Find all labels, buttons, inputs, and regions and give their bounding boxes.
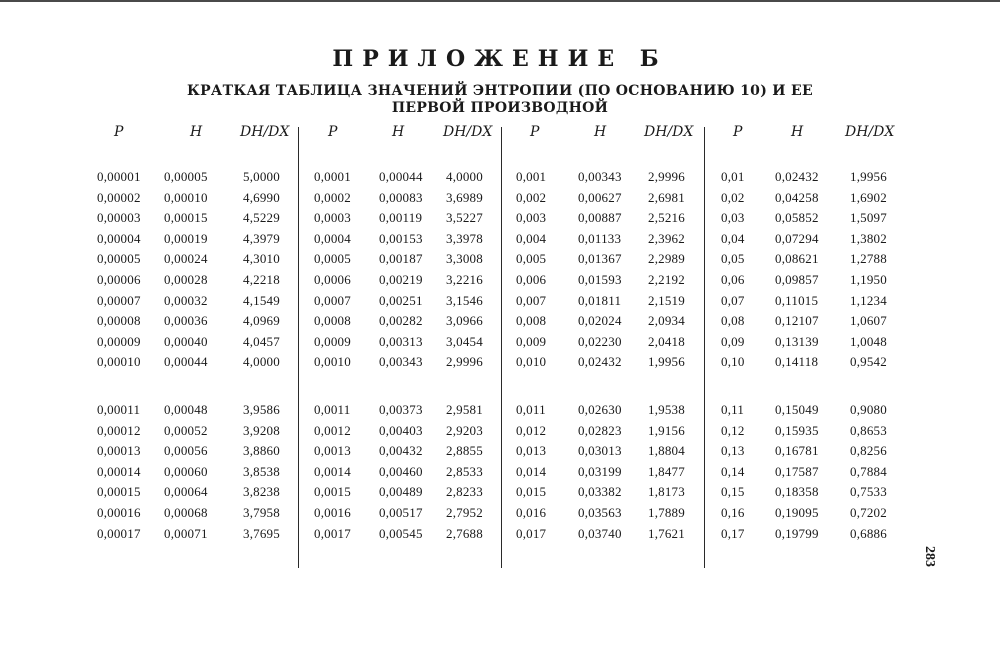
table-cell-h: 0,02230 [578, 333, 622, 349]
table-cell-h: 0,04258 [775, 189, 819, 205]
column-header-p-4: P [733, 124, 743, 140]
table-cell-h: 0,00040 [164, 333, 208, 349]
table-cell-d: 4,5229 [243, 210, 280, 226]
table-cell-p: 0,11 [721, 402, 745, 417]
table-cell-d: 0,8256 [850, 443, 887, 459]
table-cell-p: 0,00007 [97, 292, 141, 308]
table-cell-d: 1,9538 [648, 402, 685, 417]
table-cell-d: 2,7688 [446, 525, 483, 541]
column-header-h-1: H [190, 124, 203, 140]
table-cell-h: 0,00068 [164, 505, 208, 520]
table-cell-h: 0,00219 [379, 272, 423, 287]
table-cell-h: 0,00627 [578, 189, 622, 205]
table-cell-d: 3,0454 [446, 333, 483, 349]
table-cell-d: 2,6981 [648, 189, 685, 205]
table-cell-h: 0,02432 [578, 354, 622, 370]
appendix-title: ПРИЛОЖЕНИЕ Б [332, 46, 668, 72]
table-cell-d: 1,7889 [648, 505, 685, 520]
table-cell-d: 4,0969 [243, 313, 280, 329]
table-cell-d: 1,6902 [850, 189, 887, 205]
table-cell-d: 0,9080 [850, 402, 887, 417]
table-cell-p: 0,04 [721, 230, 745, 246]
table-cell-h: 0,00343 [379, 354, 423, 370]
table-cell-p: 0,0013 [314, 443, 351, 459]
table-cell-p: 0,015 [516, 484, 547, 500]
table-cell-p: 0,0003 [314, 210, 351, 226]
table-cell-p: 0,01 [721, 169, 745, 184]
table-cell-h: 0,03199 [578, 463, 622, 479]
table-cell-d: 2,8533 [446, 463, 483, 479]
table-cell-p: 0,02 [721, 189, 745, 205]
table-cell-d: 2,5216 [648, 210, 685, 226]
table-cell-d: 1,3802 [850, 230, 887, 246]
table-cell-h: 0,00343 [578, 169, 622, 184]
table-cell-p: 0,0015 [314, 484, 351, 500]
table-cell-d: 4,1549 [243, 292, 280, 308]
table-cell-d: 1,8477 [648, 463, 685, 479]
table-cell-d: 4,3979 [243, 230, 280, 246]
table-cell-d: 4,6990 [243, 189, 280, 205]
column-header-p-2: P [328, 124, 338, 140]
table-cell-p: 0,00008 [97, 313, 141, 329]
table-cell-h: 0,00019 [164, 230, 208, 246]
table-cell-h: 0,00282 [379, 313, 423, 329]
table-cell-h: 0,00545 [379, 525, 423, 541]
table-cell-d: 4,0000 [446, 169, 483, 184]
table-cell-d: 0,9542 [850, 354, 887, 370]
table-cell-p: 0,017 [516, 525, 547, 541]
column-header-h-3: H [594, 124, 607, 140]
table-cell-d: 2,3962 [648, 230, 685, 246]
table-cell-h: 0,07294 [775, 230, 819, 246]
table-cell-h: 0,14118 [775, 354, 819, 370]
table-cell-h: 0,01367 [578, 251, 622, 267]
table-cell-p: 0,0012 [314, 422, 351, 438]
table-cell-p: 0,00016 [97, 505, 141, 520]
table-cell-h: 0,00373 [379, 402, 423, 417]
table-cell-h: 0,03382 [578, 484, 622, 500]
table-cell-p: 0,0006 [314, 272, 351, 287]
table-cell-d: 0,8653 [850, 422, 887, 438]
table-cell-d: 2,8855 [446, 443, 483, 459]
table-cell-p: 0,00013 [97, 443, 141, 459]
table-cell-p: 0,00015 [97, 484, 141, 500]
table-cell-d: 3,8538 [243, 463, 280, 479]
table-cell-d: 1,0048 [850, 333, 887, 349]
table-cell-d: 4,3010 [243, 251, 280, 267]
table-cell-d: 3,3978 [446, 230, 483, 246]
column-header-h-2: H [392, 124, 405, 140]
table-cell-h: 0,02630 [578, 402, 622, 417]
table-cell-d: 3,0966 [446, 313, 483, 329]
table-cell-h: 0,03740 [578, 525, 622, 541]
table-cell-d: 3,8860 [243, 443, 280, 459]
page-number: 283 [922, 546, 937, 567]
table-cell-p: 0,003 [516, 210, 547, 226]
table-cell-p: 0,08 [721, 313, 745, 329]
table-cell-d: 2,9996 [446, 354, 483, 370]
table-cell-d: 1,7621 [648, 525, 685, 541]
table-cell-p: 0,16 [721, 505, 745, 520]
table-cell-d: 3,9208 [243, 422, 280, 438]
table-cell-p: 0,00002 [97, 189, 141, 205]
table-cell-p: 0,011 [516, 402, 546, 417]
table-cell-p: 0,05 [721, 251, 745, 267]
table-cell-h: 0,00517 [379, 505, 423, 520]
table-cell-d: 1,0607 [850, 313, 887, 329]
table-cell-d: 1,9956 [648, 354, 685, 370]
table-cell-d: 1,8804 [648, 443, 685, 459]
table-cell-d: 3,7695 [243, 525, 280, 541]
table-cell-h: 0,00056 [164, 443, 208, 459]
table-cell-p: 0,008 [516, 313, 547, 329]
table-cell-h: 0,00153 [379, 230, 423, 246]
table-cell-p: 0,0007 [314, 292, 351, 308]
table-cell-h: 0,00403 [379, 422, 423, 438]
table-cell-h: 0,01133 [578, 230, 622, 246]
column-header-p-1: P [114, 124, 124, 140]
table-cell-d: 1,1234 [850, 292, 887, 308]
table-cell-d: 2,1519 [648, 292, 685, 308]
table-cell-d: 2,0934 [648, 313, 685, 329]
table-cell-h: 0,00060 [164, 463, 208, 479]
table-cell-h: 0,00044 [164, 354, 208, 370]
table-title: КРАТКАЯ ТАБЛИЦА ЗНАЧЕНИЙ ЭНТРОПИИ (ПО ОСНОВАНИЮ 10) И ЕЕ ПЕРВОЙ ПРОИЗВОДНОЙ [187, 83, 813, 116]
table-cell-d: 3,5227 [446, 210, 483, 226]
table-cell-h: 0,05852 [775, 210, 819, 226]
table-cell-d: 2,7952 [446, 505, 483, 520]
table-cell-p: 0,00010 [97, 354, 141, 370]
table-cell-h: 0,00024 [164, 251, 208, 267]
table-cell-h: 0,00036 [164, 313, 208, 329]
column-header-d-2: DH/DX [443, 124, 493, 140]
table-cell-h: 0,00251 [379, 292, 423, 308]
table-cell-p: 0,0005 [314, 251, 351, 267]
table-cell-d: 5,0000 [243, 169, 280, 184]
table-cell-p: 0,00012 [97, 422, 141, 438]
table-cell-h: 0,08621 [775, 251, 819, 267]
table-cell-p: 0,00014 [97, 463, 141, 479]
table-cell-p: 0,014 [516, 463, 547, 479]
table-cell-h: 0,00119 [379, 210, 423, 226]
table-cell-p: 0,00003 [97, 210, 141, 226]
table-cell-h: 0,15935 [775, 422, 819, 438]
column-header-h-4: H [791, 124, 804, 140]
table-cell-p: 0,00001 [97, 169, 141, 184]
table-cell-p: 0,10 [721, 354, 745, 370]
column-divider-3 [704, 127, 705, 568]
table-cell-p: 0,0014 [314, 463, 351, 479]
table-cell-h: 0,13139 [775, 333, 819, 349]
table-cell-h: 0,00010 [164, 189, 208, 205]
table-cell-h: 0,09857 [775, 272, 819, 287]
table-cell-d: 1,8173 [648, 484, 685, 500]
table-cell-h: 0,01593 [578, 272, 622, 287]
table-cell-p: 0,013 [516, 443, 547, 459]
column-header-d-3: DH/DX [644, 124, 694, 140]
table-cell-p: 0,010 [516, 354, 547, 370]
table-cell-h: 0,03563 [578, 505, 622, 520]
table-cell-p: 0,016 [516, 505, 547, 520]
table-cell-h: 0,12107 [775, 313, 819, 329]
top-border-line [0, 0, 1000, 2]
table-cell-d: 1,1950 [850, 272, 887, 287]
table-cell-h: 0,00028 [164, 272, 208, 287]
table-cell-d: 2,9996 [648, 169, 685, 184]
table-cell-d: 3,8238 [243, 484, 280, 500]
table-cell-h: 0,00064 [164, 484, 208, 500]
table-cell-d: 2,8233 [446, 484, 483, 500]
column-divider-1 [298, 127, 299, 568]
column-header-d-4: DH/DX [845, 124, 895, 140]
table-cell-h: 0,03013 [578, 443, 622, 459]
table-cell-h: 0,00887 [578, 210, 622, 226]
table-cell-h: 0,15049 [775, 402, 819, 417]
table-cell-h: 0,00044 [379, 169, 423, 184]
table-cell-p: 0,0017 [314, 525, 351, 541]
table-cell-p: 0,007 [516, 292, 547, 308]
table-cell-p: 0,004 [516, 230, 547, 246]
table-cell-p: 0,0004 [314, 230, 351, 246]
table-cell-p: 0,009 [516, 333, 547, 349]
table-cell-p: 0,001 [516, 169, 547, 184]
table-cell-h: 0,00083 [379, 189, 423, 205]
table-cell-p: 0,0001 [314, 169, 351, 184]
table-cell-d: 1,5097 [850, 210, 887, 226]
table-cell-d: 1,9956 [850, 169, 887, 184]
table-cell-d: 4,0000 [243, 354, 280, 370]
table-cell-h: 0,00005 [164, 169, 208, 184]
table-cell-h: 0,00052 [164, 422, 208, 438]
table-cell-p: 0,002 [516, 189, 547, 205]
table-cell-d: 3,1546 [446, 292, 483, 308]
table-cell-d: 1,2788 [850, 251, 887, 267]
table-cell-h: 0,01811 [578, 292, 622, 308]
table-cell-d: 2,2192 [648, 272, 685, 287]
table-cell-h: 0,16781 [775, 443, 819, 459]
table-cell-d: 3,3008 [446, 251, 483, 267]
table-cell-h: 0,00489 [379, 484, 423, 500]
table-cell-p: 0,00017 [97, 525, 141, 541]
table-cell-d: 0,7533 [850, 484, 887, 500]
table-cell-p: 0,0002 [314, 189, 351, 205]
table-cell-h: 0,00187 [379, 251, 423, 267]
table-cell-d: 3,7958 [243, 505, 280, 520]
table-cell-p: 0,00006 [97, 272, 141, 287]
table-cell-h: 0,00460 [379, 463, 423, 479]
table-cell-d: 0,6886 [850, 525, 887, 541]
table-cell-h: 0,02432 [775, 169, 819, 184]
table-cell-h: 0,00432 [379, 443, 423, 459]
table-cell-h: 0,00071 [164, 525, 208, 541]
table-cell-p: 0,0009 [314, 333, 351, 349]
table-cell-p: 0,12 [721, 422, 745, 438]
table-cell-d: 2,9581 [446, 402, 483, 417]
table-cell-d: 3,9586 [243, 402, 280, 417]
table-cell-h: 0,17587 [775, 463, 819, 479]
table-cell-p: 0,00009 [97, 333, 141, 349]
table-cell-h: 0,00032 [164, 292, 208, 308]
table-cell-h: 0,00048 [164, 402, 208, 417]
table-cell-h: 0,00313 [379, 333, 423, 349]
table-cell-p: 0,06 [721, 272, 745, 287]
table-cell-d: 2,2989 [648, 251, 685, 267]
column-header-d-1: DH/DX [240, 124, 290, 140]
column-header-p-3: P [530, 124, 540, 140]
table-cell-h: 0,11015 [775, 292, 819, 308]
table-cell-d: 2,9203 [446, 422, 483, 438]
table-cell-d: 3,2216 [446, 272, 483, 287]
table-cell-h: 0,02823 [578, 422, 622, 438]
table-cell-d: 0,7202 [850, 505, 887, 520]
table-cell-p: 0,00005 [97, 251, 141, 267]
table-cell-h: 0,02024 [578, 313, 622, 329]
table-cell-p: 0,0011 [314, 402, 351, 417]
table-cell-p: 0,07 [721, 292, 745, 308]
table-cell-p: 0,15 [721, 484, 745, 500]
table-cell-p: 0,00004 [97, 230, 141, 246]
table-cell-p: 0,03 [721, 210, 745, 226]
table-cell-d: 1,9156 [648, 422, 685, 438]
table-cell-p: 0,0010 [314, 354, 351, 370]
table-cell-p: 0,13 [721, 443, 745, 459]
table-cell-p: 0,005 [516, 251, 547, 267]
table-cell-p: 0,0016 [314, 505, 351, 520]
table-cell-p: 0,17 [721, 525, 745, 541]
table-cell-h: 0,00015 [164, 210, 208, 226]
table-cell-p: 0,14 [721, 463, 745, 479]
table-cell-p: 0,006 [516, 272, 547, 287]
table-cell-h: 0,19799 [775, 525, 819, 541]
table-cell-d: 4,0457 [243, 333, 280, 349]
table-cell-h: 0,18358 [775, 484, 819, 500]
table-cell-h: 0,19095 [775, 505, 819, 520]
table-cell-d: 3,6989 [446, 189, 483, 205]
table-cell-p: 0,012 [516, 422, 547, 438]
table-cell-p: 0,09 [721, 333, 745, 349]
column-divider-2 [501, 127, 502, 568]
table-cell-d: 2,0418 [648, 333, 685, 349]
table-cell-d: 4,2218 [243, 272, 280, 287]
table-cell-d: 0,7884 [850, 463, 887, 479]
table-cell-p: 0,00011 [97, 402, 141, 417]
table-cell-p: 0,0008 [314, 313, 351, 329]
